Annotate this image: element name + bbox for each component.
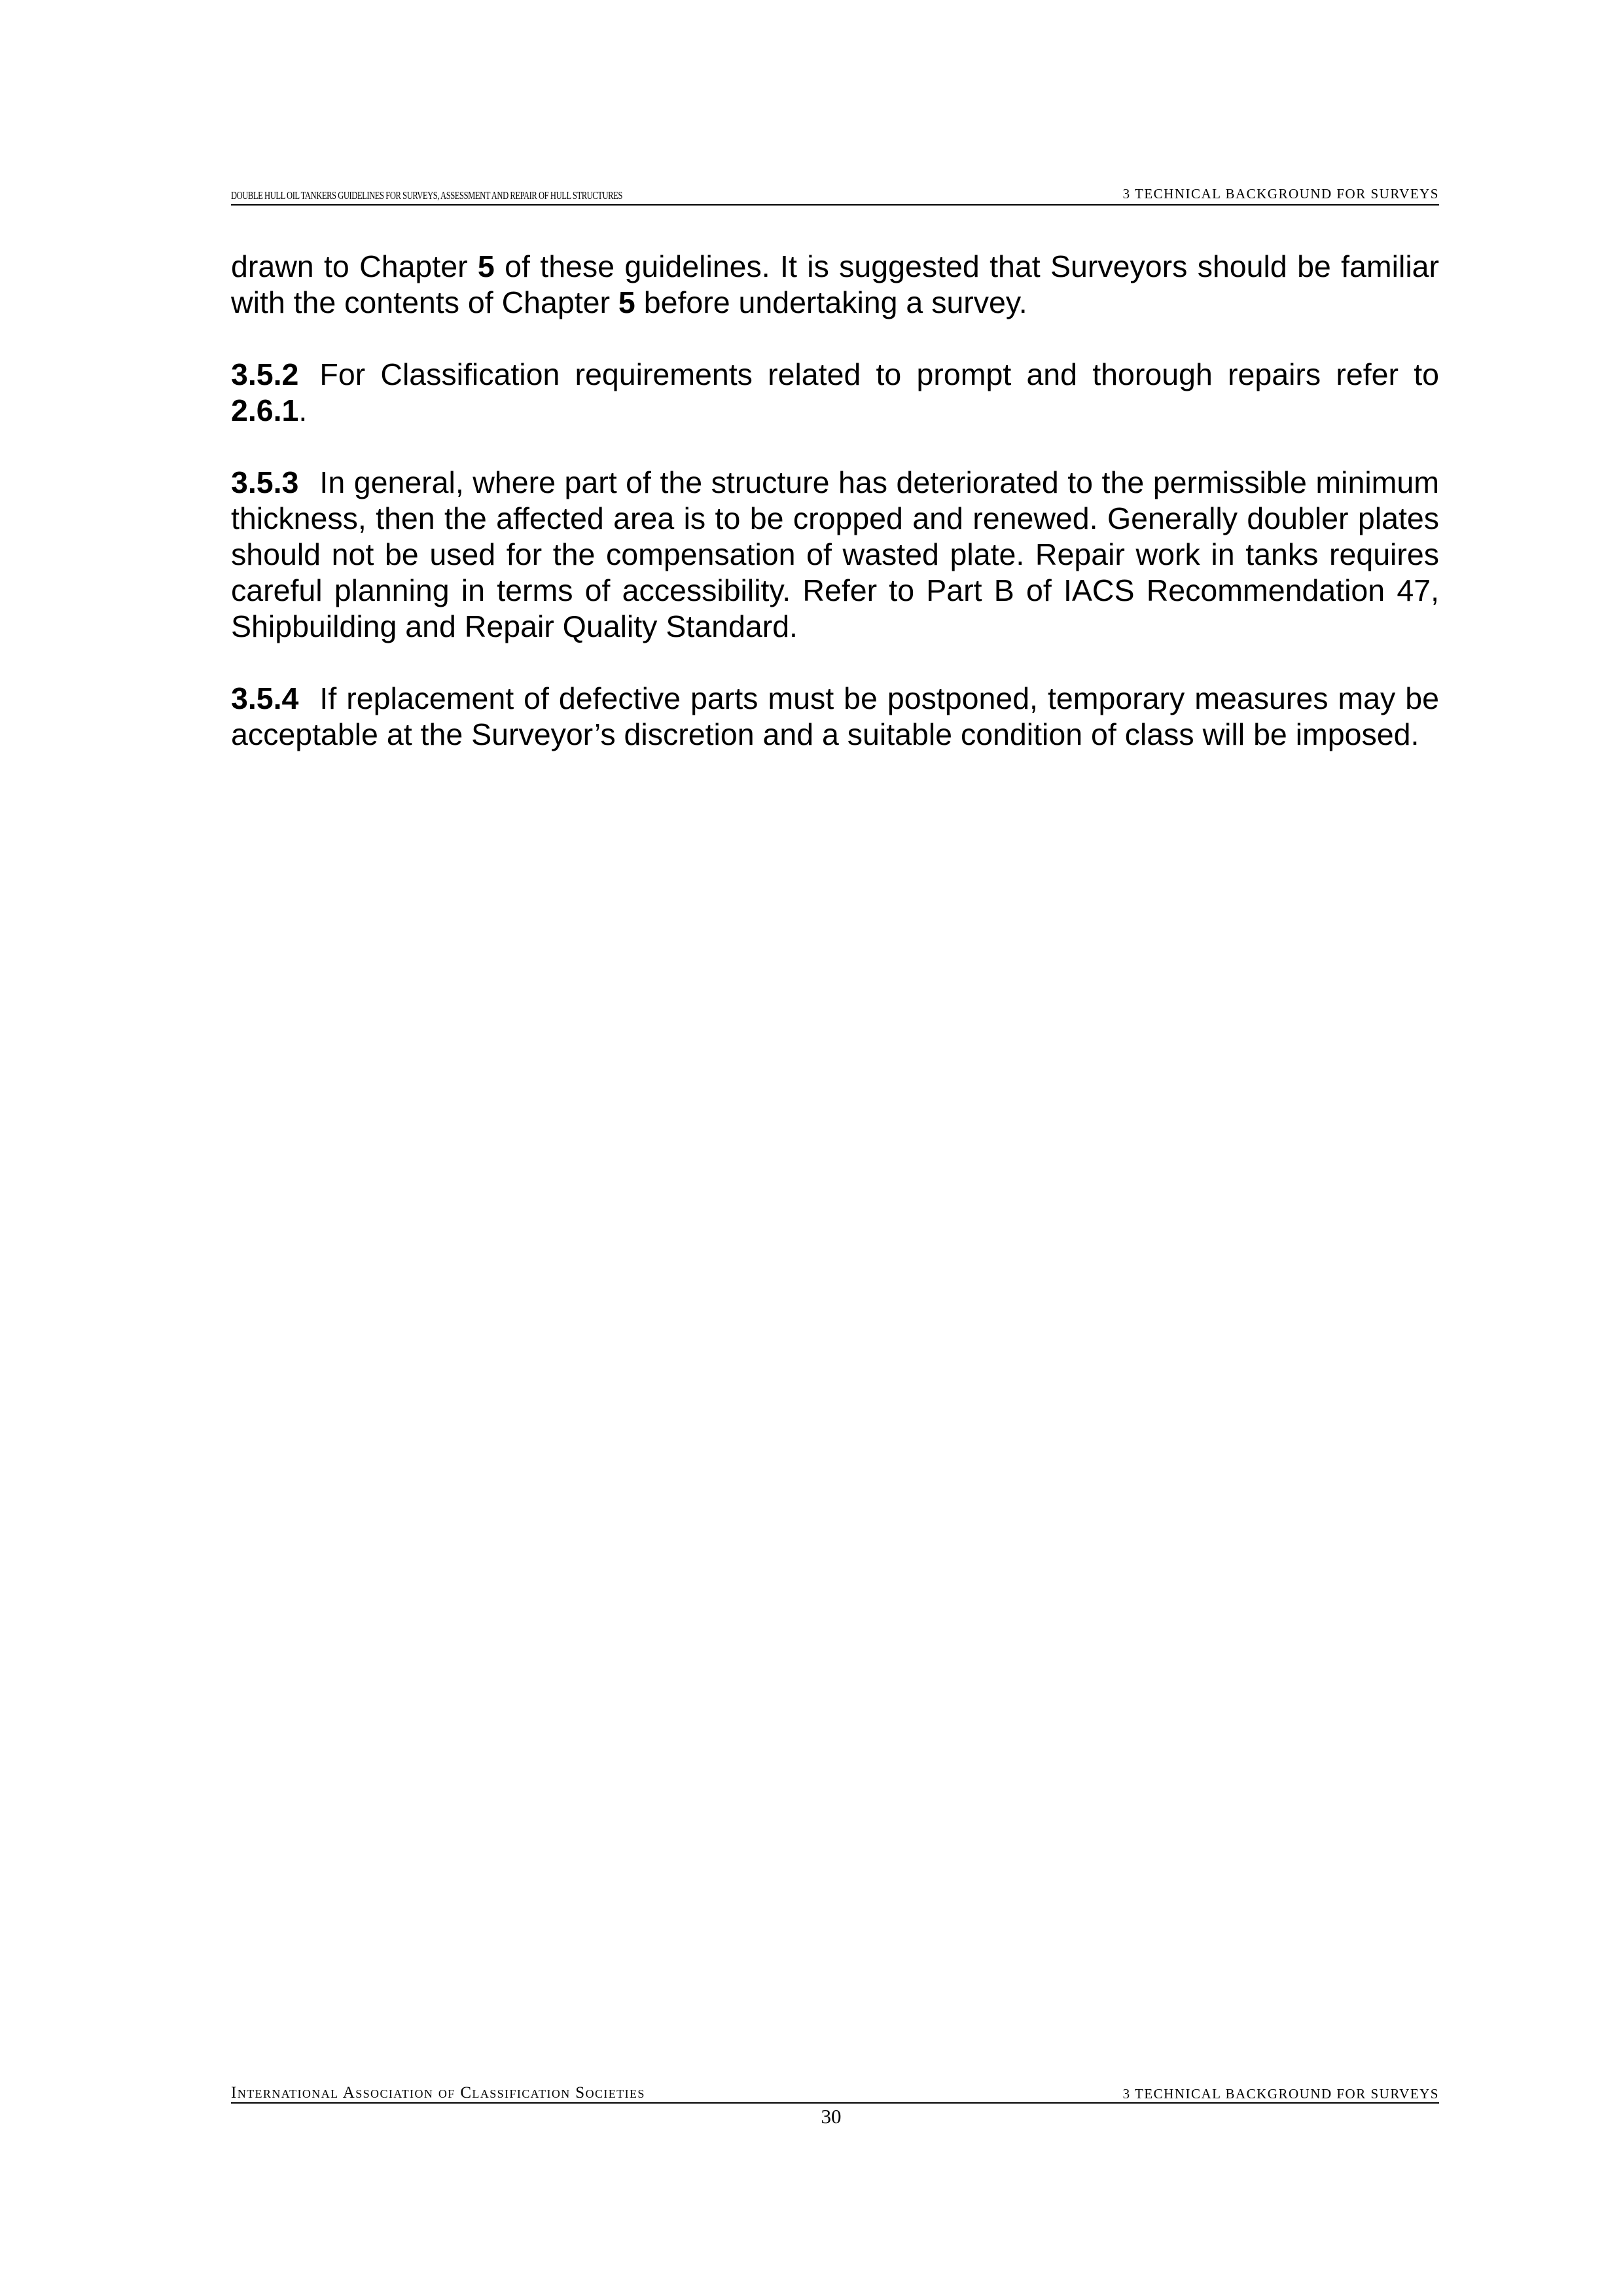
- paragraph-3-5-4: [231, 681, 1439, 753]
- paragraph-continuation: [231, 249, 1439, 321]
- chapter-ref-2: 5: [618, 285, 635, 319]
- p1-text-2: of these guidelines. It is suggested that Surveyors should be familiar with the contents of Chapter: [231, 249, 1439, 319]
- section-ref-2-6-1: 2.6.1: [231, 393, 299, 427]
- section-number-3-5-2: 3.5.2: [231, 357, 299, 391]
- page-number: 30: [821, 2105, 842, 2128]
- paragraph-3-5-3: [231, 465, 1439, 645]
- p4-text: If replacement of defective parts must be postponed, temporary measures may be acceptable at the Surveyor’s discretion and a suitable condition of class will be imposed.: [231, 681, 1439, 751]
- p1-text-3: before undertaking a survey.: [635, 285, 1027, 319]
- p2-text-1: For Classification requirements related to prompt and thorough repairs refer to: [319, 357, 1439, 391]
- footer-chapter-title: 3 TECHNICAL BACKGROUND FOR SURVEYS: [1122, 2086, 1439, 2102]
- p3-text: In general, where part of the structure has deteriorated to the permissible minimum thickness, then the affected area is to be cropped and renewed. Generally doubler plates should not be used for the compensation of wasted plate. Repair work in tanks requires careful planning in terms of accessibility. Refer to Part B of IACS Recommendation 47, Shipbuilding and Repair Quality Standard.: [231, 465, 1439, 643]
- section-number-3-5-4: 3.5.4: [231, 681, 299, 715]
- header-document-title: DOUBLE HULL OIL TANKERS GUIDELINES FOR SURVEYS, ASSESSMENT AND REPAIR OF HULL STRUCTURES: [231, 189, 622, 202]
- footer-organization: International Association of Classification Societies: [231, 2084, 645, 2102]
- section-number-3-5-3: 3.5.3: [231, 465, 299, 499]
- body-text: [231, 249, 1439, 789]
- running-footer: [231, 2083, 1439, 2104]
- running-header: [231, 185, 1439, 206]
- paragraph-3-5-2: [231, 357, 1439, 429]
- p2-text-2: .: [298, 393, 308, 427]
- chapter-ref-1: 5: [477, 249, 495, 283]
- header-chapter-title: 3 TECHNICAL BACKGROUND FOR SURVEYS: [1122, 186, 1439, 202]
- p1-text-1: drawn to Chapter: [231, 249, 478, 283]
